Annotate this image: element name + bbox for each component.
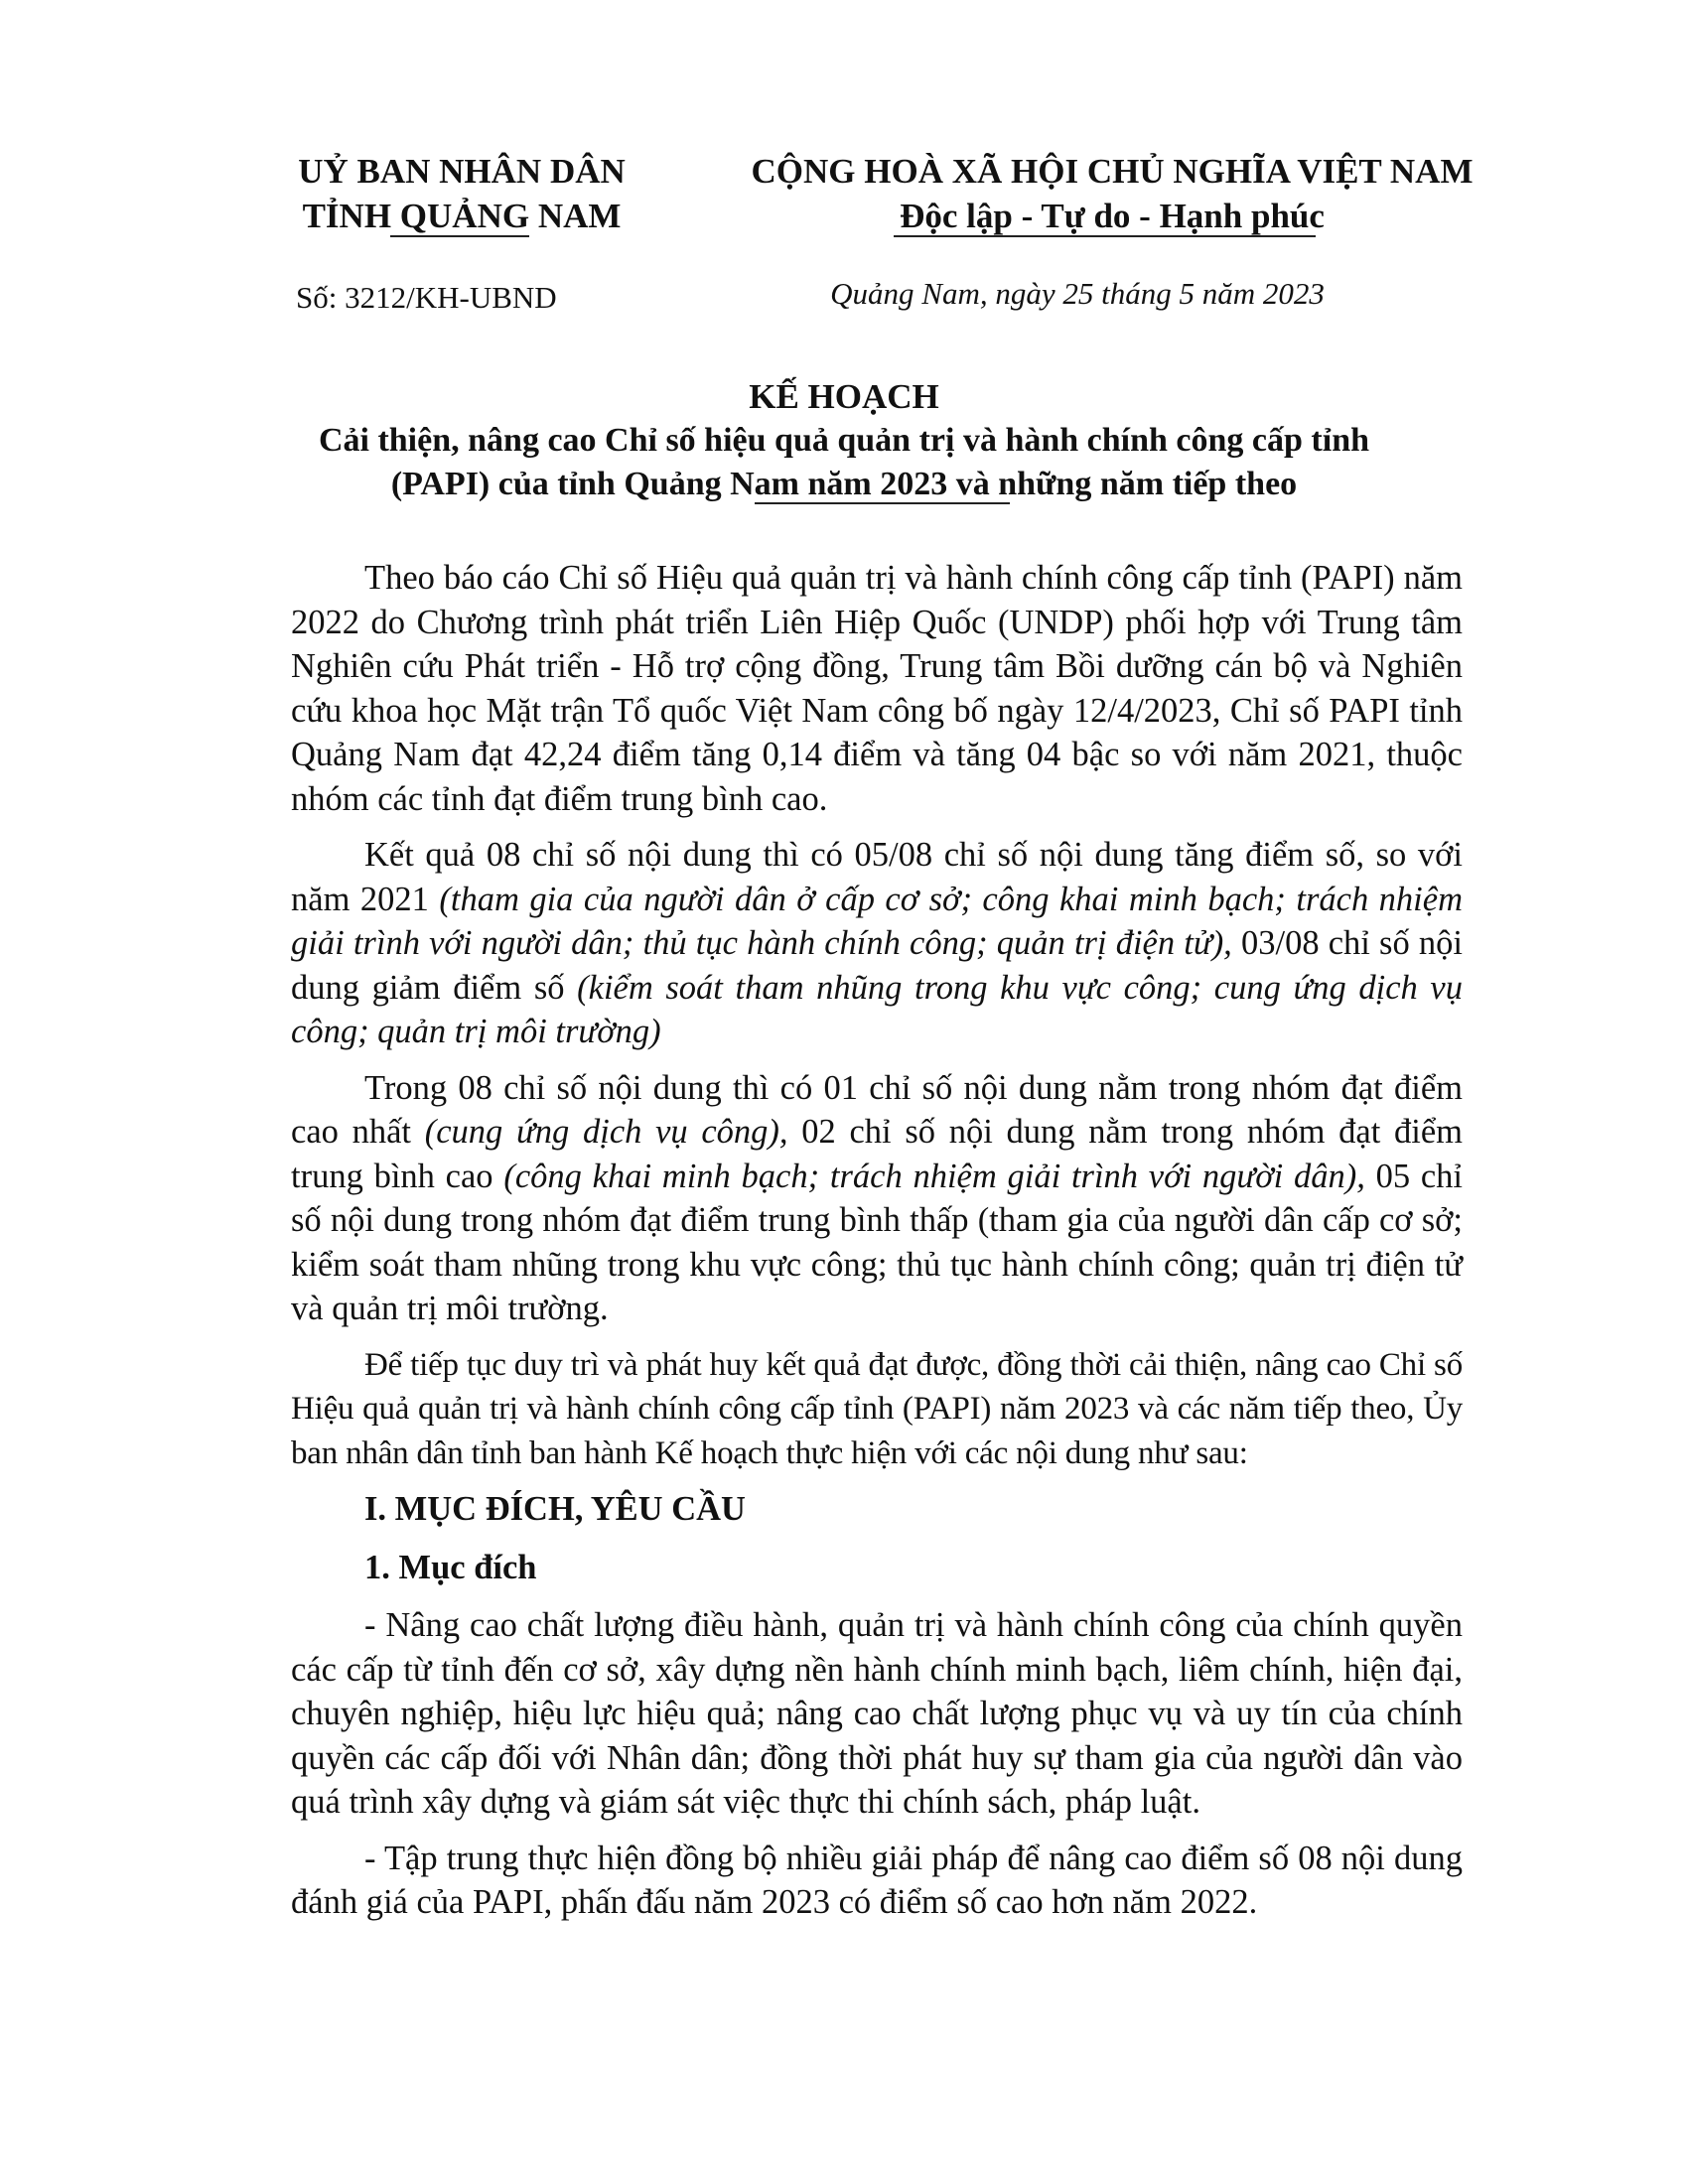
results-text-c: 03/08 chỉ số nội dung giảm điểm số [291,924,1463,1007]
document-body [291,556,1463,1937]
groups-text-a: Trong 08 chỉ số nội dung thì có 01 chỉ số nội dung nằm trong nhóm đạt điểm cao nhất [291,1068,1463,1151]
document-number: Số: 3212/KH-UBND [296,280,557,315]
title-underline [755,502,1010,504]
nation-line-1: CỘNG HOÀ XÃ HỘI CHỦ NGHĨA VIỆT NAM [751,152,1474,191]
paragraph-purpose-1: - Nâng cao chất lượng điều hành, quản trị và hành chính công của chính quyền các cấp từ tỉnh đến cơ sở, xây dựng nền hành chính minh bạch, liêm chính, hiện đại, chuyên nghiệp, hiệu lực hiệu quả; nâng cao chất lượng phục vụ và uy tín của chính quyền các cấp đối với Nhân dân; đồng thời phát huy sự tham gia của người dân vào quá trình xây dựng và giám sát việc thực thi chính sách, pháp luật. [291,1606,1463,1821]
paragraph-intro: Theo báo cáo Chỉ số Hiệu quả quản trị và hành chính công cấp tỉnh (PAPI) năm 2022 do Chương trình phát triển Liên Hiệp Quốc (UNDP) phối hợp với Trung tâm Nghiên cứu Phát triển - Hỗ trợ cộng đồng, Trung tâm Bồi dưỡng cán bộ và Nghiên cứu khoa học Mặt trận Tổ quốc Việt Nam công bố ngày 12/4/2023, Chỉ số PAPI tỉnh Quảng Nam đạt 42,24 điểm tăng 0,14 điểm và tăng 04 bậc so với năm 2021, thuộc nhóm các tỉnh đạt điểm trung bình cao. [291,559,1463,818]
national-heading [725,149,1499,238]
issuing-agency [268,149,655,238]
section-heading: I. MỤC ĐÍCH, YÊU CẦU [364,1490,746,1528]
groups-highest: (cung ứng dịch vụ công), [424,1113,788,1151]
title-line-2: (PAPI) của tỉnh Quảng Nam năm 2023 và những năm tiếp theo [390,466,1298,502]
document-type: KẾ HOẠCH [749,377,939,416]
groups-text-e: 05 chỉ số nội dung trong nhóm đạt điểm trung bình thấp (tham gia của người dân cấp cơ sở; kiểm soát tham nhũng trong khu vực công; thủ tục hành chính công; quản trị điện tử và quản trị môi trường. [291,1157,1463,1327]
paragraph-groups [291,1066,1463,1331]
place-date: Quảng Nam, ngày 25 tháng 5 năm 2023 [830,276,1325,311]
agency-line-2: TỈNH QUẢNG NAM [302,197,622,235]
nation-motto: Độc lập - Tự do - Hạnh phúc [900,197,1325,235]
results-increased-list: (tham gia của người dân ở cấp cơ sở; công khai minh bạch; trách nhiệm giải trình với người dân; thủ tục hành chính công; quản trị điện tử), [291,880,1463,962]
agency-line-1: UỶ BAN NHÂN DÂN [298,152,626,191]
document-title [199,375,1489,506]
motto-underline [894,235,1316,237]
results-decreased-list: (kiểm soát tham nhũng trong khu vực công; cung ứng dịch vụ công; quản trị môi trường) [291,968,1463,1050]
title-line-1: Cải thiện, nâng cao Chỉ số hiệu quả quản trị và hành chính công cấp tỉnh [318,422,1370,459]
agency-underline [390,235,529,237]
groups-average-high: (công khai minh bạch; trách nhiệm giải trình với người dân), [503,1157,1365,1195]
results-text-a: Kết quả 08 chỉ số nội dung thì có 05/08 chỉ số nội dung tăng điểm số, so với năm 2021 [291,836,1463,918]
subsection-heading: 1. Mục đích [364,1548,537,1586]
paragraph-purpose-2: - Tập trung thực hiện đồng bộ nhiều giải pháp để nâng cao điểm số 08 nội dung đánh giá của PAPI, phấn đấu năm 2023 có điểm số cao hơn năm 2022. [291,1839,1463,1921]
paragraph-purpose-intro: Để tiếp tục duy trì và phát huy kết quả đạt được, đồng thời cải thiện, nâng cao Chỉ số Hiệu quả quản trị và hành chính công cấp tỉnh (PAPI) năm 2023 và các năm tiếp theo, Ủy ban nhân dân tỉnh ban hành Kế hoạch thực hiện với các nội dung như sau: [291,1346,1463,1471]
paragraph-results [291,833,1463,1054]
groups-text-c: 02 chỉ số nội dung nằm trong nhóm đạt điểm trung bình cao [291,1113,1463,1195]
